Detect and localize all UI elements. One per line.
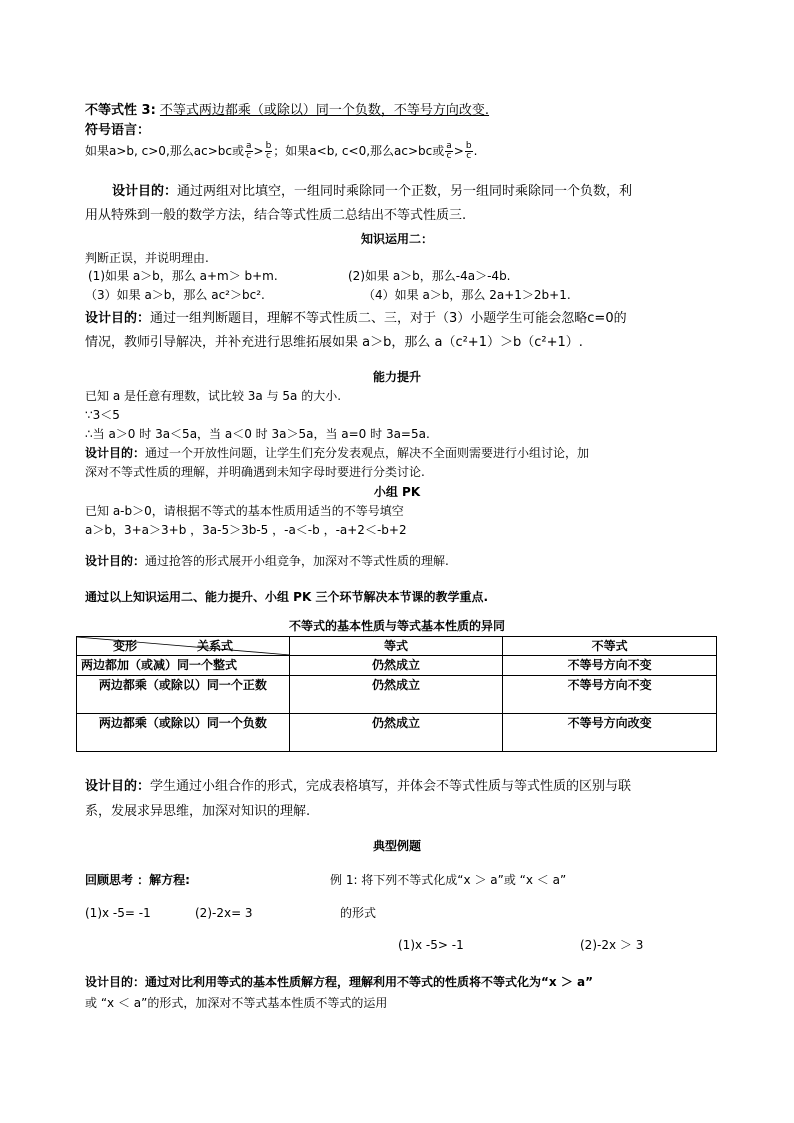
row-operation: 两边都加（或减）同一个整式 xyxy=(77,656,290,676)
question-3: （3）如果 a＞b，那么 ac²＞bc². xyxy=(85,288,265,302)
group-pk-design xyxy=(85,553,449,569)
examples-title: 典型例题 xyxy=(372,839,421,853)
formula-part-1: 如果a>b, c>0,那么ac>bc或 xyxy=(85,144,244,158)
frac-den: c xyxy=(265,151,271,161)
ability-design-line1 xyxy=(85,445,589,461)
group-pk-line-1: 已知 a-b＞0，请根据不等式的基本性质用适当的不等号填空 xyxy=(85,504,404,518)
frac-den: c xyxy=(446,151,452,161)
table-row xyxy=(77,676,717,714)
frac-num: b xyxy=(465,141,472,151)
table-title: 不等式的基本性质与等式基本性质的异同 xyxy=(288,619,505,633)
examples-design-line1 xyxy=(85,974,593,990)
design-purpose-2-line1 xyxy=(85,310,627,327)
formula-op: > xyxy=(253,144,264,158)
inequality-1: (1)x -5> -1 xyxy=(398,938,464,952)
knowledge-2-intro: 判断正误，并说明理由. xyxy=(85,251,209,265)
row-inequality: 不等号方向不变 xyxy=(503,676,717,714)
design-purpose-2-line2: 情况，教师引导解决，并补充进行思维拓展如果 a＞b，那么 a（c²+1）＞b（c²+1）. xyxy=(85,335,583,350)
row-operation: 两边都乘（或除以）同一个正数 xyxy=(77,676,290,714)
group-pk-line-2: a＞b，3+a＞3+b ，3a-5＞3b-5 ，-a＜-b ，-a+2＜-b+2 xyxy=(85,523,407,537)
design-text: 通过一个开放性问题，让学生们充分发表观点，解决不全面则需要进行小组讨论，加 xyxy=(145,446,590,460)
example-1-prompt: 例 1: 将下列不等式化成“x ＞ a”或 “x ＜ a” xyxy=(330,873,567,887)
frac-den: c xyxy=(246,151,252,161)
fraction-a-over-c xyxy=(445,142,453,161)
property-3-text: 不等式两边都乘（或除以）同一个负数，不等号方向改变. xyxy=(159,103,490,118)
ability-line-1: 已知 a 是任意有理数，试比较 3a 与 5a 的大小. xyxy=(85,389,342,403)
frac-num: a xyxy=(245,141,252,151)
fraction-b-over-c xyxy=(465,142,473,161)
design-text: 学生通过小组合作的形式，完成表格填写，并体会不等式性质与等式性质的区别与联 xyxy=(150,779,632,794)
table-row xyxy=(77,714,717,752)
fraction-a-over-c xyxy=(245,142,253,161)
property-3-line xyxy=(85,102,489,119)
question-1: (1)如果 a＞b，那么 a+m＞ b+m. xyxy=(88,269,278,283)
ability-line-3: ∴当 a＞0 时 3a＜5a，当 a＜0 时 3a＞5a，当 a=0 时 3a=5a. xyxy=(85,427,430,441)
examples-design-line2: 或 “x ＜ a”的形式，加深对不等式基本性质不等式的运用 xyxy=(85,996,388,1010)
table-header-row xyxy=(77,637,717,656)
row-inequality: 不等号方向改变 xyxy=(503,714,717,752)
property-3-label: 不等式性 3: xyxy=(85,103,156,118)
design-text: 通过一组判断题目，理解不等式性质二、三，对于（3）小题学生可能会忽略c=0的 xyxy=(150,311,627,326)
design-purpose-3-line2: 系，发展求异思维，加深对知识的理解. xyxy=(85,804,311,819)
equation-2: (2)-2x= 3 xyxy=(195,906,253,920)
diag-left-label: 变形 xyxy=(113,639,138,653)
review-label: 回顾思考 ：解方程: xyxy=(85,873,190,887)
question-2: (2)如果 a＞b，那么-4a＞-4b. xyxy=(348,269,511,283)
design-label: 设计目的： xyxy=(85,554,146,568)
diagonal-header-cell xyxy=(77,637,290,656)
diag-right-label: 关系式 xyxy=(197,639,234,653)
design-label: 设计目的： xyxy=(85,779,151,794)
table-row xyxy=(77,656,717,676)
design-purpose-1-line1 xyxy=(112,183,632,200)
design-label: 设计目的： xyxy=(112,184,178,199)
frac-num: a xyxy=(446,141,452,151)
form-text: 的形式 xyxy=(340,906,377,920)
inequality-2: (2)-2x ＞ 3 xyxy=(580,938,644,952)
ability-line-2: ∵3＜5 xyxy=(85,408,120,422)
design-label: 设计目的： xyxy=(85,975,146,989)
row-operation: 两边都乘（或除以）同一个负数 xyxy=(77,714,290,752)
symbol-language-label: 符号语言： xyxy=(85,123,151,138)
formula-op: > xyxy=(453,144,464,158)
symbol-language-formula xyxy=(85,142,477,161)
row-equation: 仍然成立 xyxy=(289,656,503,676)
design-label: 设计目的： xyxy=(85,446,146,460)
diagonal-line xyxy=(77,637,290,655)
row-equation: 仍然成立 xyxy=(289,676,503,714)
header-equation: 等式 xyxy=(289,637,503,656)
design-text: 通过两组对比填空，一组同时乘除同一个正数，另一组同时乘除同一个负数，利 xyxy=(177,184,633,199)
ability-title: 能力提升 xyxy=(372,370,421,384)
row-inequality: 不等号方向不变 xyxy=(503,656,717,676)
row-equation: 仍然成立 xyxy=(289,714,503,752)
design-purpose-3-line1 xyxy=(85,778,631,795)
group-pk-title: 小组 PK xyxy=(373,485,421,499)
header-inequality: 不等式 xyxy=(503,637,717,656)
design-text: 通过对比利用等式的基本性质解方程，理解利用不等式的性质将不等式化为“x ＞ a” xyxy=(145,975,593,989)
knowledge-2-title: 知识运用二： xyxy=(360,232,433,246)
design-text: 通过抢答的形式展开小组竞争，加深对不等式性质的理解. xyxy=(145,554,449,568)
frac-den: c xyxy=(466,151,472,161)
ability-design-line2: 深对不等式性质的理解，并明确遇到未知字母时要进行分类讨论. xyxy=(85,465,425,479)
question-4: （4）如果 a＞b，那么 2a+1＞2b+1. xyxy=(363,288,571,302)
design-label: 设计目的： xyxy=(85,311,151,326)
comparison-table xyxy=(76,636,717,752)
frac-num: b xyxy=(265,141,272,151)
formula-end: . xyxy=(473,144,478,158)
equation-1: (1)x -5= -1 xyxy=(85,906,151,920)
fraction-b-over-c xyxy=(265,142,273,161)
summary-line: 通过以上知识运用二、能力提升、小组 PK 三个环节解决本节课的教学重点. xyxy=(85,590,489,604)
formula-part-2: ；如果a<b, c<0,那么ac>bc或 xyxy=(273,144,445,158)
design-purpose-1-line2: 用从特殊到一般的数学方法，结合等式性质二总结出不等式性质三. xyxy=(85,208,467,223)
